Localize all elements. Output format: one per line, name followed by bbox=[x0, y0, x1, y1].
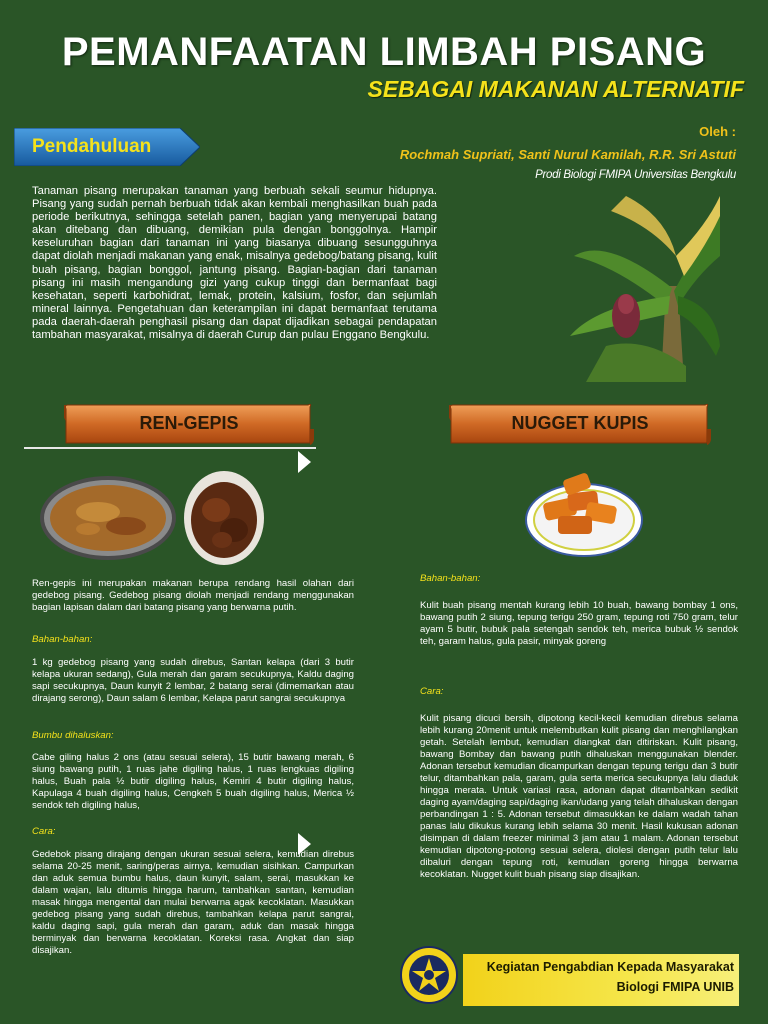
nugget-bahan-heading: Bahan-bahan: bbox=[420, 573, 481, 584]
footer-line-2: Biologi FMIPA UNIB bbox=[616, 980, 734, 994]
banana-plant-image bbox=[566, 196, 720, 382]
rengepis-bahan: 1 kg gedebog pisang yang sudah direbus, Santan kelapa (dari 3 butir kelapa ukuran sedang), Gula merah dan garam secukupnya, Kaldu daging sapi secukupnya, Daun kunyit 2 lembar, 2 batang serai (dimemarkan atau dirajang serong), Daun salam 6 lembar, Kelapa parut sangrai secukupnya bbox=[32, 657, 354, 704]
nugget-bahan: Kulit buah pisang mentah kurang lebih 10 buah, bawang bombay 1 ons, bawang putih 2 siung, tepung terigu 250 gram, tepung roti 750 gram, telur ayam 5 butir, bubuk pala setengah sendok teh, merica bubuk ½ sendok teh, garam halus, gula pasir, minyak goreng bbox=[420, 600, 738, 647]
rengepis-bahan-heading: Bahan-bahan: bbox=[32, 634, 93, 645]
rengepis-photo bbox=[38, 474, 178, 562]
nugget-cara-heading: Cara: bbox=[420, 686, 444, 697]
rengepis-bumbu: Cabe giling halus 2 ons (atau sesuai selera), 15 butir bawang merah, 6 siung bawang putih, 1 ruas jahe digiling halus, 1 ruas lengkuas digiling halus, Buah pala ½ butir digiling halus, Kemiri 4 butir digiling halus, Kapulaga 4 buah digiling halus, Cengkeh 5 buah digiling halus, Merica ½ sendok teh digiling halus, bbox=[32, 752, 354, 811]
rengepis-cara-heading: Cara: bbox=[32, 826, 56, 837]
arrow-right-icon bbox=[298, 833, 311, 855]
intro-heading: Pendahuluan bbox=[32, 136, 152, 157]
nugget-cara: Kulit pisang dicuci bersih, dipotong kecil-kecil kemudian direbus selama lebih kurang 20menit untuk melembutkan kulit pisang dan menghilangkan getah. Setelah lembut, kemudian diangkat dan ditiriskan. Kulit pisang, bawang Bombay dan bawang putih dihaluskan menggunakan blender. Adonan tersebut kemudian dicampurkan dengan tepung terigu dan 3 butir telur, ditambahkan pala, garam, gula serta merica secukupnya lalu diaduk hingga merata. Untuk variasi rasa, adonan dapat ditambahkan sedikit daging ayam/daging sapi/daging ikan/udang yang telah dihaluskan dengan perbandingan 1 : 5. Adonan tersebut dimasukkan ke dalam wadah tahan panas lalu dikukus kurang lebih selama 30 menit. Hasil kukusan adonan disimpan di dalam freezer minimal 3 jam atau 1 malam. Adonan tersebut kemudian dipotong-potong sesuai selera, diolesi dengan putih telur lalu dibaluri dengan tepung roti, kemudian goreng hingga berwarna kecoklatan. Nugget kulit buah pisang siap disajikan. bbox=[420, 713, 738, 880]
rengepis-bumbu-heading: Bumbu dihaluskan: bbox=[32, 730, 114, 741]
nugget-heading: NUGGET KUPIS bbox=[511, 413, 649, 433]
poster-title: PEMANFAATAN LIMBAH PISANG bbox=[61, 30, 707, 74]
rengepis-heading: REN-GEPIS bbox=[139, 413, 239, 433]
footer-line-1: Kegiatan Pengabdian Kepada Masyarakat bbox=[486, 960, 734, 974]
nugget-photo bbox=[524, 464, 644, 558]
rengepis-divider bbox=[24, 447, 316, 449]
byline-affiliation: Prodi Biologi FMIPA Universitas Bengkulu bbox=[535, 169, 736, 181]
rengepis-dry-photo bbox=[184, 470, 264, 566]
byline-authors: Rochmah Supriati, Santi Nurul Kamilah, R.R. Sri Astuti bbox=[399, 147, 736, 162]
intro-paragraph: Tanaman pisang merupakan tanaman yang berbuah sekali seumur hidupnya. Pisang yang sudah pernah berbuah tidak akan kembali menghasilkan buah pada periode berikutnya, sehingga setelah panen, bagian yang menyerupai batang akan ditebang dan dibuang, demikian pula dengan bonggolnya. Hampir keseluruhan bagian dari tanaman ini yang biasanya dibuang sesungguhnya dapat diolah menjadi makanan yang enak, misalnya gedebog/batang pisang, kulit buah pisang, bagian bonggol, jantung pisang. Bagian-bagian dari tanaman pisang ini masih mengandung gizi yang cukup tinggi dan bermanfaat bagi kesehatan, seperti karbohidrat, lemak, protein, kalsium, fosfor, dan sejumlah mineral lainnya. Pengetahuan dan keterampilan ini dapat bermanfaat terutama pada daerah-daerah penghasil pisang dan dapat dijadikan sebagai pendapatan tambahan masyarakat, misalnya di daerah Curup dan pulau Enggano Bengkulu. bbox=[32, 185, 437, 342]
arrow-right-icon bbox=[298, 451, 311, 473]
university-logo bbox=[400, 946, 458, 1004]
byline-oleh: Oleh : bbox=[699, 124, 736, 139]
rengepis-cara: Gedebok pisang dirajang dengan ukuran sesuai selera, kemudian direbus selama 20-25 menit, saring/peras airnya, kemudian sisihkan. Campurkan dan aduk semua bumbu halus, daun kunyit, salam, serai, masukkan ke dalam wajan, lalu ditumis hingga harum, tambahkan santan, kemudian masak hingga mengental dan mulai berwarna agak kecoklatan. Masukkan gedebog pisang yang sudah direbus, tambahkan kelapa parut sangrai, kaldu daging sapi, gula merah dan garam, aduk dan masak hingga berminyak dan berwarna kecoklatan. Koreksi rasa. Angkat dan siap disajikan. bbox=[32, 849, 354, 956]
rengepis-description: Ren-gepis ini merupakan makanan berupa rendang hasil olahan dari gedebog pisang. Gedebog pisang diolah menjadi rendang menggunakan bagian lapisan dalam dari batang pisang yang berwarna putih. bbox=[32, 578, 354, 613]
poster-subtitle: SEBAGAI MAKANAN ALTERNATIF bbox=[367, 76, 744, 102]
